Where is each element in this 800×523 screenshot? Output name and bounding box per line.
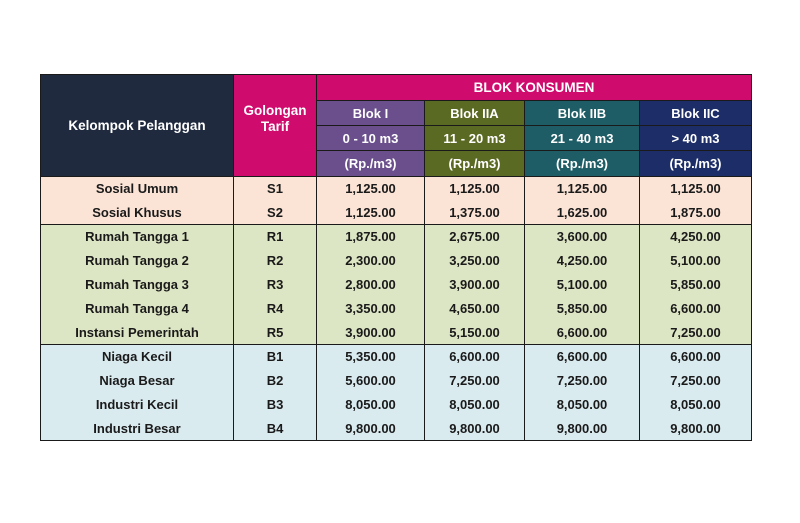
header-blok-1-unit: (Rp./m3) [317, 151, 425, 177]
row-golongan: B3 [234, 393, 317, 417]
row-golongan: R4 [234, 297, 317, 321]
header-golongan-tarif [234, 75, 317, 177]
row-blok-2c: 5,850.00 [640, 273, 752, 297]
row-kelompok: Sosial Khusus [41, 201, 234, 225]
row-golongan: B1 [234, 345, 317, 369]
table-row [41, 321, 752, 345]
row-blok-2c: 5,100.00 [640, 249, 752, 273]
row-blok-1: 2,300.00 [317, 249, 425, 273]
row-kelompok: Niaga Besar [41, 369, 234, 393]
header-blok-2c-range: > 40 m3 [640, 126, 752, 151]
row-blok-2a: 5,150.00 [425, 321, 525, 345]
row-blok-1: 1,125.00 [317, 201, 425, 225]
table-row [41, 393, 752, 417]
row-blok-2c: 7,250.00 [640, 321, 752, 345]
row-blok-2c: 4,250.00 [640, 225, 752, 249]
row-blok-2b: 7,250.00 [525, 369, 640, 393]
row-blok-2b: 4,250.00 [525, 249, 640, 273]
row-blok-2b: 1,625.00 [525, 201, 640, 225]
row-blok-1: 5,350.00 [317, 345, 425, 369]
row-kelompok: Niaga Kecil [41, 345, 234, 369]
table-row [41, 345, 752, 369]
row-blok-2a: 2,675.00 [425, 225, 525, 249]
row-blok-1: 9,800.00 [317, 417, 425, 441]
table-row [41, 249, 752, 273]
row-blok-2a: 1,375.00 [425, 201, 525, 225]
row-golongan: S1 [234, 177, 317, 201]
row-kelompok: Rumah Tangga 2 [41, 249, 234, 273]
header-golongan-text: Golongan Tarif [243, 103, 307, 134]
row-blok-2a: 1,125.00 [425, 177, 525, 201]
row-kelompok: Rumah Tangga 1 [41, 225, 234, 249]
table-row [41, 177, 752, 201]
row-blok-2c: 6,600.00 [640, 345, 752, 369]
table-row [41, 273, 752, 297]
header-blok-2a-range: 11 - 20 m3 [425, 126, 525, 151]
tariff-table [40, 74, 752, 441]
row-blok-2b: 8,050.00 [525, 393, 640, 417]
row-kelompok: Rumah Tangga 4 [41, 297, 234, 321]
row-blok-2a: 3,900.00 [425, 273, 525, 297]
row-blok-2a: 9,800.00 [425, 417, 525, 441]
row-kelompok: Sosial Umum [41, 177, 234, 201]
header-blok-1-range: 0 - 10 m3 [317, 126, 425, 151]
row-golongan: B4 [234, 417, 317, 441]
row-blok-2b: 5,850.00 [525, 297, 640, 321]
row-blok-1: 5,600.00 [317, 369, 425, 393]
table-row [41, 417, 752, 441]
row-blok-2a: 3,250.00 [425, 249, 525, 273]
row-golongan: R2 [234, 249, 317, 273]
table-row [41, 297, 752, 321]
row-blok-2c: 8,050.00 [640, 393, 752, 417]
row-blok-2b: 3,600.00 [525, 225, 640, 249]
row-blok-2b: 1,125.00 [525, 177, 640, 201]
header-blok-1-name: Blok I [317, 101, 425, 126]
row-blok-2a: 7,250.00 [425, 369, 525, 393]
row-blok-1: 3,350.00 [317, 297, 425, 321]
header-blok-2a-name: Blok IIA [425, 101, 525, 126]
row-blok-1: 1,875.00 [317, 225, 425, 249]
row-blok-2c: 1,125.00 [640, 177, 752, 201]
row-kelompok: Instansi Pemerintah [41, 321, 234, 345]
table-row [41, 369, 752, 393]
row-blok-1: 8,050.00 [317, 393, 425, 417]
row-blok-2c: 7,250.00 [640, 369, 752, 393]
header-blok-2b-unit: (Rp./m3) [525, 151, 640, 177]
row-blok-2a: 6,600.00 [425, 345, 525, 369]
row-blok-1: 1,125.00 [317, 177, 425, 201]
row-blok-2a: 4,650.00 [425, 297, 525, 321]
table-row [41, 225, 752, 249]
row-blok-2c: 6,600.00 [640, 297, 752, 321]
table-row [41, 201, 752, 225]
header-blok-2b-range: 21 - 40 m3 [525, 126, 640, 151]
header-blok-2c-name: Blok IIC [640, 101, 752, 126]
row-blok-2b: 6,600.00 [525, 321, 640, 345]
row-golongan: R5 [234, 321, 317, 345]
row-kelompok: Rumah Tangga 3 [41, 273, 234, 297]
header-blok-2b-name: Blok IIB [525, 101, 640, 126]
header-blok-2a-unit: (Rp./m3) [425, 151, 525, 177]
row-kelompok: Industri Kecil [41, 393, 234, 417]
header-kelompok-pelanggan: Kelompok Pelanggan [41, 75, 234, 177]
row-blok-2c: 9,800.00 [640, 417, 752, 441]
row-kelompok: Industri Besar [41, 417, 234, 441]
row-blok-2c: 1,875.00 [640, 201, 752, 225]
row-blok-1: 3,900.00 [317, 321, 425, 345]
row-golongan: B2 [234, 369, 317, 393]
row-blok-2b: 5,100.00 [525, 273, 640, 297]
header-blok-konsumen: BLOK KONSUMEN [317, 75, 752, 101]
header-blok-2c-unit: (Rp./m3) [640, 151, 752, 177]
row-blok-2b: 9,800.00 [525, 417, 640, 441]
row-golongan: R1 [234, 225, 317, 249]
row-blok-2b: 6,600.00 [525, 345, 640, 369]
row-golongan: S2 [234, 201, 317, 225]
row-golongan: R3 [234, 273, 317, 297]
row-blok-1: 2,800.00 [317, 273, 425, 297]
row-blok-2a: 8,050.00 [425, 393, 525, 417]
